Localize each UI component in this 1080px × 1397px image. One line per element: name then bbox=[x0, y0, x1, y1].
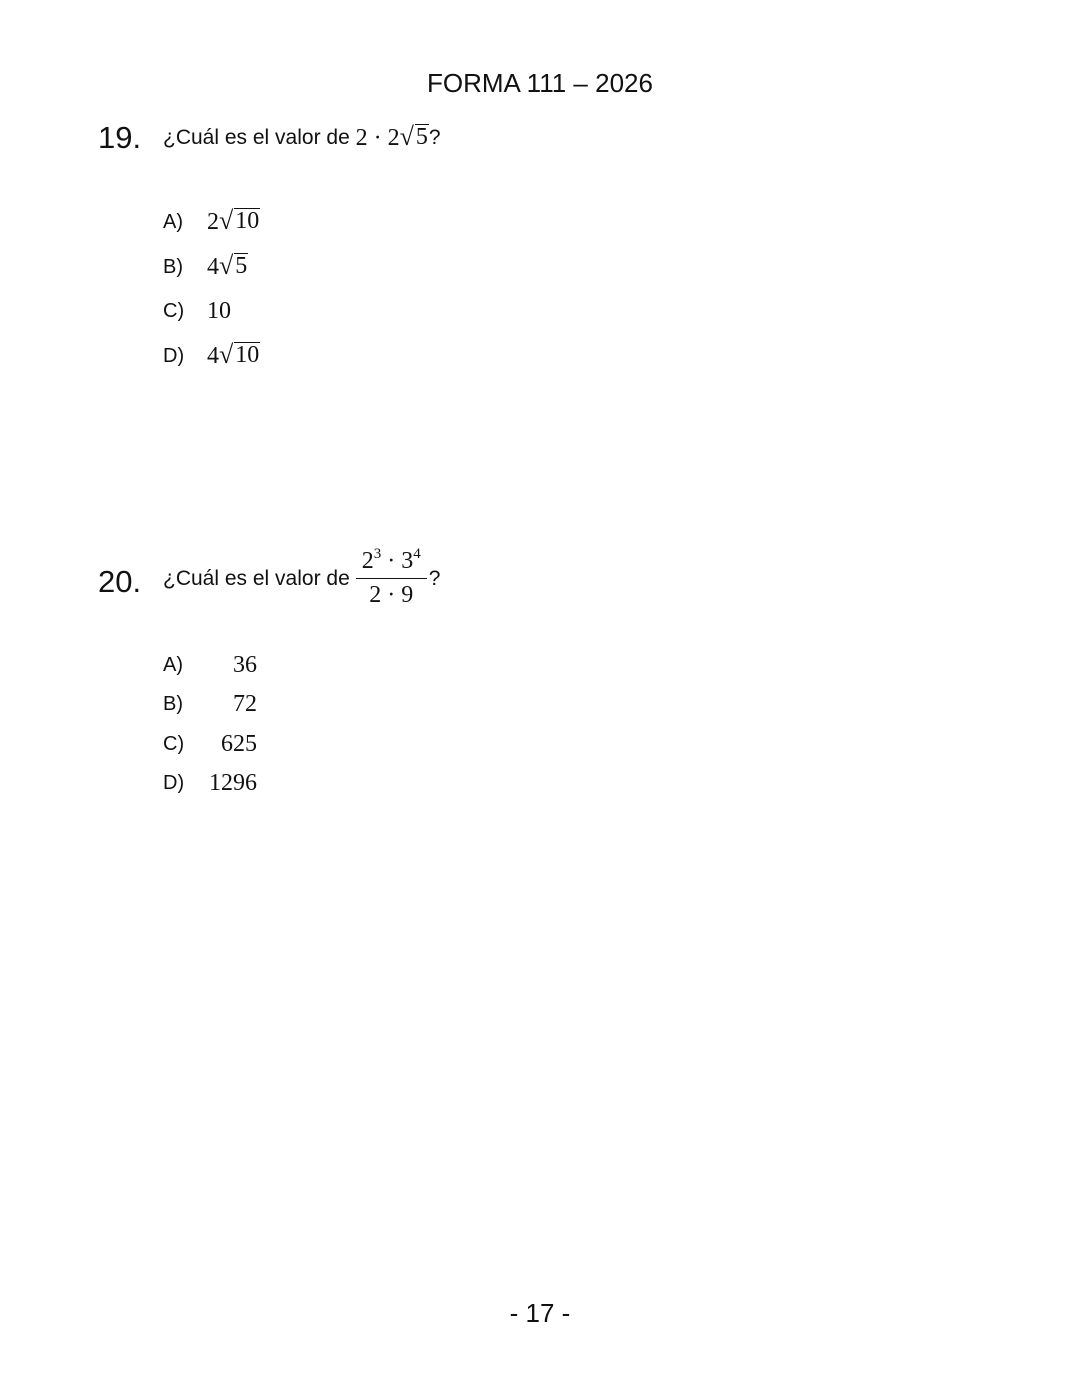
option-letter: B) bbox=[163, 255, 183, 278]
radicand: 5 bbox=[415, 124, 428, 150]
option-value: 625 bbox=[221, 731, 257, 757]
option-letter: A) bbox=[163, 654, 183, 676]
option-letter: B) bbox=[163, 693, 183, 715]
option-a[interactable] bbox=[163, 652, 257, 679]
question-mark: ? bbox=[428, 126, 441, 150]
option-value: 1296 bbox=[209, 770, 257, 796]
question-prompt bbox=[163, 124, 441, 152]
question-prompt bbox=[163, 548, 440, 609]
option-b[interactable] bbox=[163, 253, 248, 281]
option-c[interactable] bbox=[163, 731, 257, 758]
math-expression bbox=[356, 124, 429, 152]
option-d[interactable] bbox=[163, 770, 257, 797]
prompt-text: ¿Cuál es el valor de bbox=[163, 126, 350, 150]
option-d[interactable] bbox=[163, 342, 260, 370]
expr-prefix: 2 · 2 bbox=[355, 125, 400, 152]
option-a[interactable] bbox=[163, 208, 260, 236]
fraction bbox=[356, 548, 427, 609]
option-value: 4 √ 10 bbox=[207, 340, 260, 370]
option-letter: A) bbox=[163, 210, 183, 233]
option-value: 4 √ 5 bbox=[207, 251, 248, 281]
option-letter: C) bbox=[163, 300, 185, 322]
option-value: 72 bbox=[233, 691, 257, 717]
fraction-denominator: 2 · 9 bbox=[369, 582, 414, 608]
form-header: FORMA 111 – 2026 bbox=[427, 68, 653, 98]
question-number: 19. bbox=[98, 120, 142, 155]
option-letter: D) bbox=[163, 772, 185, 794]
square-root: √ 5 bbox=[399, 122, 428, 152]
option-value: 2 √ 10 bbox=[207, 206, 260, 236]
option-letter: C) bbox=[163, 733, 185, 755]
option-value: 36 bbox=[233, 652, 257, 678]
fraction-numerator: $2^3 \cdot 3^4$ bbox=[356, 548, 427, 579]
option-value: 10 bbox=[207, 298, 231, 324]
question-number: 20. bbox=[98, 564, 142, 599]
prompt-text: ¿Cuál es el valor de bbox=[163, 566, 350, 590]
question-mark: ? bbox=[428, 566, 441, 590]
option-c[interactable] bbox=[163, 298, 231, 325]
page-number: - 17 - bbox=[509, 1298, 571, 1328]
option-b[interactable] bbox=[163, 691, 257, 718]
option-letter: D) bbox=[163, 344, 185, 367]
